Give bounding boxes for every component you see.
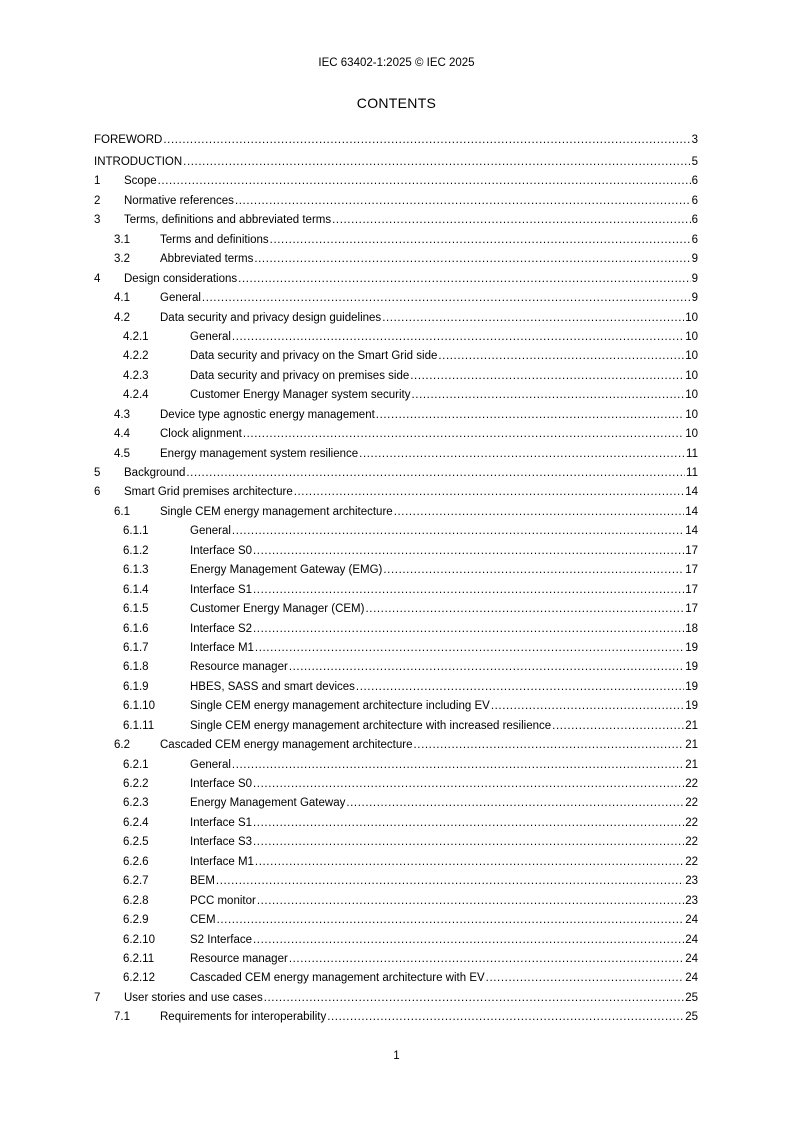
toc-entry-page: 19 <box>685 641 698 654</box>
dot-leader <box>365 602 684 616</box>
dot-leader <box>253 835 684 849</box>
toc-entry[interactable] <box>94 752 698 771</box>
toc-entry[interactable] <box>94 286 698 305</box>
dot-leader <box>253 544 684 558</box>
toc-entry[interactable] <box>94 636 698 655</box>
toc-entry-label: Single CEM energy management architecture <box>160 505 393 518</box>
toc-entry[interactable] <box>94 441 698 460</box>
toc-entry-label: Interface S2 <box>190 622 253 635</box>
toc-entry-number: 6.2.8 <box>123 894 149 907</box>
toc-entry-page: 19 <box>685 680 698 693</box>
toc-entry-page: 17 <box>685 564 698 577</box>
dot-leader <box>253 933 684 947</box>
toc-entry-number: 6.1 <box>114 505 130 518</box>
toc-entry-number: 6 <box>94 486 101 499</box>
toc-entry-number: 3.2 <box>114 253 130 266</box>
dot-leader <box>238 272 690 286</box>
toc-entry-page: 6 <box>691 175 698 188</box>
toc-entry-label: Clock alignment <box>160 428 242 441</box>
dot-leader <box>253 622 684 636</box>
toc-entry-label: Interface M1 <box>190 641 254 654</box>
dot-leader <box>186 466 685 480</box>
toc-entry[interactable] <box>94 558 698 577</box>
toc-entry-page: 22 <box>685 816 698 829</box>
dot-leader <box>294 485 684 499</box>
toc-entry-number: 6.2.5 <box>123 836 149 849</box>
toc-entry-label: Terms, definitions and abbreviated terms <box>124 214 332 227</box>
dot-leader <box>394 505 685 519</box>
toc-entry-label: General <box>160 292 201 305</box>
toc-entry-number: 5 <box>94 467 101 479</box>
toc-entry-label: Interface S3 <box>190 836 253 849</box>
dot-leader <box>438 349 684 363</box>
toc-entry-number: 6.2.11 <box>123 952 155 965</box>
toc-entry-label: Data security and privacy design guidelines <box>160 311 382 324</box>
toc-entry[interactable] <box>94 402 698 421</box>
toc-entry-label: User stories and use cases <box>124 991 263 1004</box>
toc-entry-page: 9 <box>691 292 698 305</box>
dot-leader <box>253 816 684 830</box>
toc-entry[interactable] <box>94 325 698 344</box>
dot-leader <box>412 388 685 402</box>
toc-entry-label: Data security and privacy on the Smart Grid side <box>190 350 438 363</box>
toc-entry[interactable] <box>94 305 698 324</box>
toc-entry-label: Background <box>124 467 186 479</box>
toc-entry-label: Single CEM energy management architecture with increased resilience <box>190 719 552 732</box>
dot-leader <box>253 777 684 791</box>
document-header: IEC 63402-1:2025 © IEC 2025 <box>318 57 475 69</box>
dot-leader <box>257 894 684 908</box>
toc-entry-number: 6.1.4 <box>123 583 149 596</box>
toc-entry-label: Resource manager <box>190 661 288 674</box>
toc-entry-label: Energy Management Gateway (EMG) <box>190 564 383 577</box>
toc-entry-label: Normative references <box>124 194 234 207</box>
toc-entry-number: 4.2.1 <box>123 330 149 343</box>
dot-leader <box>217 913 685 927</box>
toc-entry-number: 4.2.3 <box>123 369 149 382</box>
toc-entry-page: 23 <box>685 875 698 888</box>
toc-entry[interactable] <box>94 1005 698 1024</box>
dot-leader <box>202 291 691 305</box>
toc-entry-page: 10 <box>685 311 698 324</box>
toc-entry[interactable] <box>94 694 698 713</box>
toc-entry-page: 10 <box>685 350 698 363</box>
toc-entry-label: Energy management system resilience <box>160 447 359 460</box>
toc-entry-label: Interface S1 <box>190 583 253 596</box>
dot-leader <box>232 330 684 344</box>
toc-entry[interactable] <box>94 908 698 927</box>
toc-entry[interactable] <box>94 480 698 499</box>
toc-entry-page: 14 <box>685 525 698 538</box>
toc-entry-page: 21 <box>685 758 698 771</box>
dot-leader <box>270 233 691 247</box>
toc-entry-page: 22 <box>685 778 698 790</box>
dot-leader <box>552 719 684 733</box>
dot-leader <box>254 252 690 266</box>
toc-entry-page: 10 <box>685 369 698 382</box>
dot-leader <box>289 952 684 966</box>
dot-leader <box>486 971 685 985</box>
toc-entry[interactable] <box>94 985 698 1004</box>
toc-entry-page: 10 <box>685 330 698 343</box>
dot-leader <box>232 524 684 538</box>
toc-entry[interactable] <box>94 344 698 363</box>
toc-entry-number: 6.2.7 <box>123 875 149 888</box>
toc-entry[interactable] <box>94 538 698 557</box>
toc-entry-label: Terms and definitions <box>160 233 269 246</box>
toc-entry-page: 11 <box>686 467 698 479</box>
toc-entry-number: 6.1.3 <box>123 564 149 577</box>
toc-entry[interactable] <box>94 519 698 538</box>
dot-leader <box>410 369 684 383</box>
toc-entry-page: 21 <box>685 719 698 732</box>
toc-entry-number: 6.1.7 <box>123 641 149 654</box>
toc-entry-number: 3.1 <box>114 233 130 246</box>
dot-leader <box>255 641 684 655</box>
toc-entry[interactable] <box>94 772 698 791</box>
toc-entry-number: 4.2.2 <box>123 350 149 363</box>
toc-entry[interactable] <box>94 927 698 946</box>
toc-entry-page: 17 <box>685 544 698 557</box>
toc-entry-label: FOREWORD <box>94 133 163 146</box>
toc-entry-page: 19 <box>685 661 698 674</box>
toc-entry-label: Interface M1 <box>190 855 254 868</box>
toc-entry-page: 24 <box>685 972 698 985</box>
toc-entry-label: S2 Interface <box>190 933 253 946</box>
toc-entry-label: General <box>190 525 231 538</box>
dot-leader <box>356 680 684 694</box>
toc-entry-number: 6.1.8 <box>123 661 149 674</box>
toc-entry-number: 4.1 <box>114 292 130 305</box>
dot-leader <box>376 408 684 422</box>
toc-entry-number: 4 <box>94 272 101 285</box>
toc-entry-label: Interface S0 <box>190 544 253 557</box>
toc-entry[interactable] <box>94 597 698 616</box>
toc-entry-page: 14 <box>685 505 698 518</box>
toc-entry-number: 6.2.6 <box>123 855 149 868</box>
toc-entry-page: 14 <box>685 486 698 499</box>
toc-entry-label: Scope <box>124 175 157 188</box>
toc-entry-page: 5 <box>691 156 698 168</box>
toc-entry-number: 6.1.10 <box>123 700 155 713</box>
toc-entry-label: Requirements for interoperability <box>160 1011 327 1024</box>
toc-entry-number: 6.2.9 <box>123 914 149 927</box>
toc-entry-page: 10 <box>685 428 698 441</box>
toc-entry[interactable] <box>94 849 698 868</box>
toc-entry[interactable] <box>94 383 698 402</box>
toc-entry-label: Energy Management Gateway <box>190 797 346 810</box>
toc-entry[interactable] <box>94 227 698 246</box>
toc-entry-label: Data security and privacy on premises side <box>190 369 410 382</box>
toc-entry-page: 22 <box>685 797 698 810</box>
toc-entry-label: General <box>190 330 231 343</box>
toc-entry[interactable] <box>94 888 698 907</box>
toc-entry[interactable] <box>94 810 698 829</box>
toc-entry-label: Smart Grid premises architecture <box>124 486 293 499</box>
toc-entry[interactable] <box>94 461 698 480</box>
dot-leader <box>232 758 684 772</box>
toc-entry[interactable] <box>94 577 698 596</box>
toc-entry-page: 11 <box>686 447 698 460</box>
dot-leader <box>158 174 691 188</box>
toc-entry-page: 25 <box>685 1011 698 1024</box>
toc-entry-page: 9 <box>691 253 698 266</box>
toc-entry-page: 9 <box>691 272 698 285</box>
toc-entry-number: 4.5 <box>114 447 130 460</box>
toc-entry-page: 25 <box>685 991 698 1004</box>
toc-entry-page: 10 <box>685 389 698 402</box>
toc-entry-label: HBES, SASS and smart devices <box>190 680 355 693</box>
dot-leader <box>382 311 684 325</box>
toc-entry-number: 2 <box>94 194 101 207</box>
toc-entry-number: 6.1.6 <box>123 622 149 635</box>
dot-leader <box>383 563 684 577</box>
toc-entry-number: 6.2.1 <box>123 758 149 771</box>
toc-entry-label: CEM <box>190 914 216 927</box>
toc-entry[interactable] <box>94 147 698 170</box>
toc-entry[interactable] <box>94 830 698 849</box>
toc-entry[interactable] <box>94 188 698 207</box>
toc-entry-label: Single CEM energy management architecture including EV <box>190 700 490 713</box>
dot-leader <box>163 133 690 147</box>
dot-leader <box>332 213 690 227</box>
toc-entry-label: Abbreviated terms <box>160 253 254 266</box>
toc-entry-page: 3 <box>691 133 698 146</box>
toc-entry-label: Resource manager <box>190 952 288 965</box>
toc-entry-label: Interface S0 <box>190 778 253 790</box>
dot-leader <box>289 660 684 674</box>
toc-entry-label: Cascaded CEM energy management architecture with EV <box>190 972 485 985</box>
toc-entry-page: 17 <box>685 583 698 596</box>
dot-leader <box>235 194 691 208</box>
toc-entry[interactable] <box>94 966 698 985</box>
toc-entry-page: 6 <box>691 214 698 227</box>
dot-leader <box>414 738 685 752</box>
toc-entry[interactable] <box>94 791 698 810</box>
toc-entry-label: Design considerations <box>124 272 238 285</box>
toc-entry-number: 6.2.10 <box>123 933 155 946</box>
dot-leader <box>255 855 684 869</box>
toc-entry-number: 4.3 <box>114 408 130 421</box>
toc-entry-number: 4.2.4 <box>123 389 149 402</box>
toc-entry-number: 6.2.2 <box>123 778 149 790</box>
toc-entry-page: 17 <box>685 603 698 616</box>
toc-entry[interactable] <box>94 733 698 752</box>
dot-leader <box>346 796 684 810</box>
toc-entry[interactable] <box>94 363 698 382</box>
toc-entry[interactable] <box>94 422 698 441</box>
dot-leader <box>216 874 684 888</box>
dot-leader <box>183 155 690 169</box>
toc-entry-number: 6.2 <box>114 739 130 752</box>
toc-entry-page: 24 <box>685 933 698 946</box>
toc-entry-number: 6.1.11 <box>123 719 155 732</box>
toc-entry[interactable] <box>94 713 698 732</box>
toc-entry-label: Customer Energy Manager system security <box>190 389 411 402</box>
toc-entry[interactable] <box>94 869 698 888</box>
toc-entry-page: 18 <box>685 622 698 635</box>
table-of-contents <box>94 124 698 1024</box>
toc-entry[interactable] <box>94 208 698 227</box>
toc-entry-label: Customer Energy Manager (CEM) <box>190 603 365 616</box>
dot-leader <box>264 991 685 1005</box>
toc-entry-number: 4.2 <box>114 311 130 324</box>
toc-entry-label: BEM <box>190 875 215 888</box>
toc-entry-label: Interface S1 <box>190 816 253 829</box>
toc-entry-number: 6.2.4 <box>123 816 149 829</box>
dot-leader <box>327 1010 684 1024</box>
dot-leader <box>491 699 684 713</box>
toc-entry[interactable] <box>94 674 698 693</box>
toc-entry-number: 1 <box>94 175 101 188</box>
toc-entry-page: 24 <box>685 914 698 927</box>
toc-entry-number: 6.1.5 <box>123 603 149 616</box>
toc-entry-page: 22 <box>685 836 698 849</box>
toc-entry-page: 23 <box>685 894 698 907</box>
toc-entry-page: 21 <box>685 739 698 752</box>
toc-entry[interactable] <box>94 616 698 635</box>
toc-entry-number: 6.2.12 <box>123 972 155 985</box>
toc-entry[interactable] <box>94 169 698 188</box>
toc-entry[interactable] <box>94 655 698 674</box>
toc-entry-number: 6.1.2 <box>123 544 149 557</box>
toc-entry[interactable] <box>94 247 698 266</box>
dot-leader <box>253 583 684 597</box>
toc-entry-label: PCC monitor <box>190 894 256 907</box>
toc-entry-label: Device type agnostic energy management <box>160 408 375 421</box>
toc-entry[interactable] <box>94 499 698 518</box>
toc-entry-label: INTRODUCTION <box>94 156 183 168</box>
page-number: 1 <box>393 1050 400 1062</box>
toc-entry-label: General <box>190 758 231 771</box>
toc-entry-number: 3 <box>94 214 101 227</box>
toc-entry-number: 6.1.9 <box>123 680 149 693</box>
toc-entry-number: 7.1 <box>114 1011 130 1024</box>
toc-entry-number: 6.1.1 <box>123 525 149 538</box>
dot-leader <box>243 427 684 441</box>
toc-entry-page: 6 <box>691 233 698 246</box>
toc-entry-label: Cascaded CEM energy management architecture <box>160 739 413 752</box>
toc-entry-number: 7 <box>94 991 101 1004</box>
toc-entry[interactable] <box>94 124 698 147</box>
toc-entry[interactable] <box>94 947 698 966</box>
toc-entry-page: 22 <box>685 855 698 868</box>
toc-entry-number: 6.2.3 <box>123 797 149 810</box>
toc-entry-number: 4.4 <box>114 428 130 441</box>
toc-entry-page: 6 <box>691 194 698 207</box>
toc-entry-page: 24 <box>685 952 698 965</box>
dot-leader <box>359 447 685 461</box>
toc-entry-page: 19 <box>685 700 698 713</box>
toc-entry[interactable] <box>94 266 698 285</box>
page-title: CONTENTS <box>356 95 437 111</box>
toc-entry-page: 10 <box>685 408 698 421</box>
